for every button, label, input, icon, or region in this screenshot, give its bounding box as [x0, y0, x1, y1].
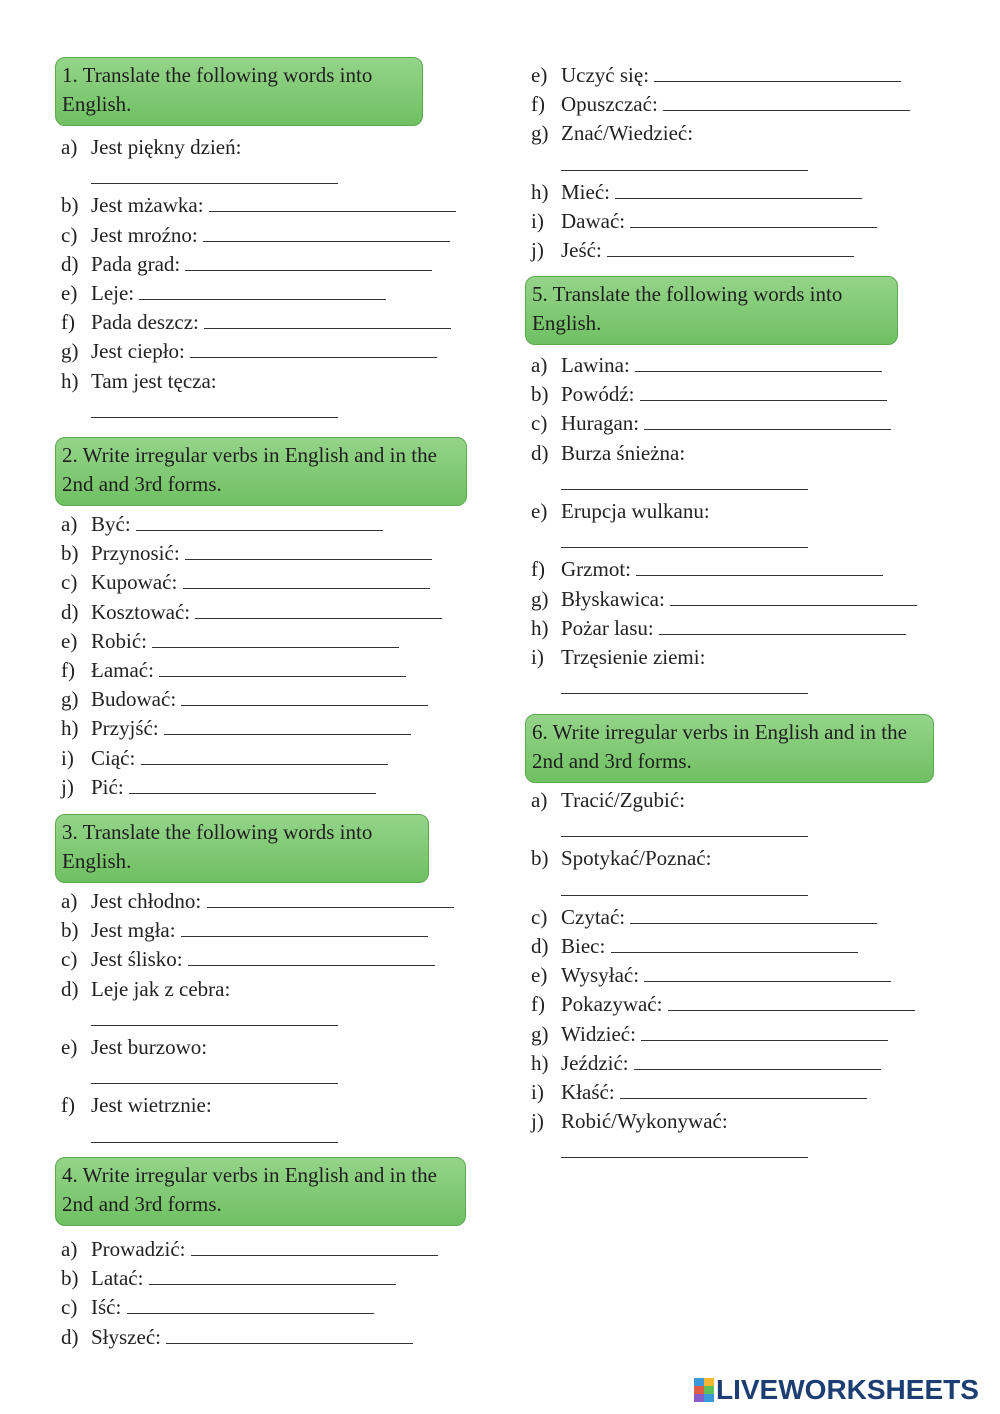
item-letter: b): [61, 193, 79, 218]
exercise-item: [531, 961, 891, 990]
exercise-item: [531, 497, 710, 526]
exercise-item: [61, 773, 376, 802]
item-letter: h): [61, 716, 79, 741]
item-prompt: Huragan:: [561, 411, 640, 436]
answer-blank[interactable]: [188, 945, 435, 966]
answer-blank[interactable]: [181, 685, 428, 706]
item-prompt: Leje jak z cebra:: [91, 976, 231, 1001]
item-letter: c): [61, 222, 78, 247]
item-prompt: Budować:: [91, 687, 177, 712]
item-prompt: Robić:: [91, 628, 147, 653]
item-prompt: Jest burzowo:: [91, 1035, 208, 1059]
answer-blank[interactable]: [630, 903, 877, 924]
item-letter: j): [531, 238, 544, 263]
answer-blank[interactable]: [141, 744, 388, 765]
exercise-item: [61, 1091, 212, 1120]
answer-blank[interactable]: [561, 150, 808, 171]
item-letter: b): [61, 541, 79, 566]
item-prompt: Kosztować:: [91, 599, 191, 624]
exercise-item: [531, 1020, 888, 1049]
item-letter: a): [531, 788, 548, 812]
item-letter: e): [531, 63, 548, 87]
item-letter: j): [531, 1109, 544, 1134]
exercise-item: [531, 990, 915, 1019]
item-letter: e): [61, 628, 78, 653]
answer-blank[interactable]: [91, 163, 338, 184]
answer-blank[interactable]: [620, 1078, 867, 1099]
exercise-item: [531, 351, 882, 380]
answer-blank[interactable]: [191, 1235, 438, 1256]
exercise-item: [61, 221, 450, 250]
exercise-item: [61, 308, 451, 337]
item-prompt: Jest wietrznie:: [91, 1093, 212, 1118]
exercise-item: [61, 510, 383, 539]
item-letter: b): [531, 846, 549, 871]
exercise-item: [61, 887, 454, 916]
answer-blank[interactable]: [91, 1063, 338, 1084]
item-prompt: Pada deszcz:: [91, 310, 199, 335]
exercise-item: [61, 1323, 413, 1352]
answer-blank[interactable]: [159, 656, 406, 677]
item-letter: f): [531, 92, 545, 117]
item-letter: b): [531, 382, 549, 407]
exercise-item: [531, 844, 711, 873]
item-letter: c): [61, 1295, 78, 1320]
exercise-item: [531, 786, 685, 815]
answer-blank[interactable]: [164, 714, 411, 735]
item-letter: c): [531, 904, 548, 929]
item-prompt: Mieć:: [561, 179, 610, 204]
exercise-item: [531, 903, 877, 932]
exercise-item: [531, 119, 693, 148]
item-prompt: Leje:: [91, 281, 135, 305]
exercise-item: [61, 279, 386, 308]
item-prompt: Dawać:: [561, 209, 626, 233]
answer-blank[interactable]: [185, 250, 432, 271]
exercise-item: [531, 90, 910, 119]
item-letter: d): [531, 934, 549, 958]
item-prompt: Czytać:: [561, 904, 626, 929]
exercise-item: [61, 744, 388, 773]
answer-blank[interactable]: [663, 90, 910, 111]
item-prompt: Prowadzić:: [91, 1237, 186, 1261]
exercise-item: [61, 1293, 374, 1322]
section-heading: 3. Translate the following words into English.: [55, 814, 429, 883]
item-letter: g): [531, 121, 549, 146]
item-letter: e): [531, 499, 548, 523]
item-letter: h): [531, 615, 549, 640]
item-prompt: Znać/Wiedzieć:: [561, 121, 694, 146]
item-letter: i): [531, 209, 544, 233]
answer-blank[interactable]: [139, 279, 386, 300]
answer-blank[interactable]: [561, 1137, 808, 1158]
item-prompt: Pada grad:: [91, 251, 181, 276]
item-prompt: Grzmot:: [561, 557, 631, 582]
item-prompt: Pokazywać:: [561, 992, 663, 1017]
item-letter: j): [61, 774, 74, 799]
answer-blank[interactable]: [607, 236, 854, 257]
answer-blank[interactable]: [203, 221, 450, 242]
item-letter: g): [531, 586, 549, 611]
item-prompt: Biec:: [561, 934, 606, 958]
answer-blank[interactable]: [561, 673, 808, 694]
exercise-item: [61, 598, 442, 627]
answer-blank[interactable]: [561, 875, 808, 896]
item-prompt: Burza śnieżna:: [561, 440, 686, 465]
item-prompt: Jeść:: [561, 238, 602, 263]
item-prompt: Kupować:: [91, 570, 178, 595]
item-letter: d): [61, 1324, 79, 1349]
answer-blank[interactable]: [634, 1049, 881, 1070]
section-heading: 4. Write irregular verbs in English and in the 2nd and 3rd forms.: [55, 1157, 466, 1226]
exercise-item: [61, 250, 432, 279]
item-prompt: Pić:: [91, 774, 124, 799]
item-letter: i): [531, 1080, 544, 1104]
item-letter: a): [61, 889, 78, 913]
item-prompt: Uczyć się:: [561, 63, 650, 87]
item-prompt: Słyszeć:: [91, 1324, 161, 1349]
answer-blank[interactable]: [659, 614, 906, 635]
item-letter: d): [61, 251, 79, 276]
exercise-item: [61, 714, 411, 743]
answer-blank[interactable]: [641, 1020, 888, 1041]
answer-blank[interactable]: [149, 1264, 396, 1285]
answer-blank[interactable]: [190, 337, 437, 358]
answer-blank[interactable]: [636, 555, 883, 576]
item-prompt: Robić/Wykonywać:: [561, 1109, 728, 1134]
exercise-item: [61, 685, 428, 714]
item-letter: f): [61, 310, 75, 335]
item-letter: a): [61, 512, 78, 536]
item-prompt: Jest mgła:: [91, 918, 176, 943]
exercise-item: [61, 627, 399, 656]
exercise-item: [531, 1078, 867, 1107]
answer-blank[interactable]: [630, 207, 877, 228]
item-prompt: Jest mżawka:: [91, 193, 204, 218]
item-letter: a): [531, 353, 548, 377]
item-letter: f): [61, 658, 75, 682]
item-prompt: Latać:: [91, 1266, 144, 1291]
item-letter: c): [61, 570, 78, 595]
item-letter: f): [531, 557, 545, 582]
answer-blank[interactable]: [166, 1323, 413, 1344]
liveworksheets-logo-icon: [694, 1378, 714, 1402]
answer-blank[interactable]: [654, 61, 901, 82]
item-prompt: Pożar lasu:: [561, 615, 654, 640]
item-prompt: Tam jest tęcza:: [91, 368, 217, 393]
exercise-item: [531, 1049, 881, 1078]
answer-blank[interactable]: [611, 932, 858, 953]
item-prompt: Erupcja wulkanu:: [561, 499, 710, 523]
exercise-item: [531, 409, 891, 438]
exercise-item: [531, 585, 917, 614]
exercise-item: [61, 656, 406, 685]
answer-blank[interactable]: [640, 380, 887, 401]
item-letter: f): [61, 1093, 75, 1118]
item-letter: h): [531, 1050, 549, 1075]
exercise-item: [61, 916, 428, 945]
answer-blank[interactable]: [91, 397, 338, 418]
exercise-item: [61, 1264, 396, 1293]
item-prompt: Powódź:: [561, 382, 635, 407]
answer-blank[interactable]: [635, 351, 882, 372]
item-letter: g): [61, 687, 79, 712]
item-prompt: Jest ślisko:: [91, 947, 183, 972]
item-prompt: Opuszczać:: [561, 92, 658, 117]
item-prompt: Widzieć:: [561, 1021, 636, 1046]
item-letter: i): [531, 645, 544, 669]
item-letter: f): [531, 992, 545, 1017]
exercise-item: [531, 1107, 728, 1136]
item-letter: a): [61, 135, 78, 159]
item-letter: c): [61, 947, 78, 972]
section-heading: 1. Translate the following words into English.: [55, 57, 423, 126]
answer-blank[interactable]: [209, 191, 456, 212]
exercise-item: [61, 367, 217, 396]
exercise-item: [531, 614, 906, 643]
exercise-item: [61, 568, 430, 597]
exercise-item: [61, 539, 432, 568]
exercise-item: [531, 643, 705, 672]
section-heading: 6. Write irregular verbs in English and in the 2nd and 3rd forms.: [525, 714, 934, 783]
item-letter: e): [61, 1035, 78, 1059]
item-prompt: Jest ciepło:: [91, 339, 185, 364]
answer-blank[interactable]: [207, 887, 454, 908]
item-letter: a): [61, 1237, 78, 1261]
item-letter: d): [531, 440, 549, 465]
item-prompt: Przyjść:: [91, 716, 159, 741]
exercise-item: [531, 61, 901, 90]
item-letter: h): [61, 368, 79, 393]
item-letter: e): [531, 963, 548, 988]
item-prompt: Trzęsienie ziemi:: [561, 645, 706, 669]
item-letter: g): [61, 339, 79, 364]
exercise-item: [61, 191, 456, 220]
item-letter: h): [531, 179, 549, 204]
exercise-item: [61, 133, 241, 162]
item-letter: b): [61, 1266, 79, 1291]
answer-blank[interactable]: [668, 990, 915, 1011]
item-prompt: Lawina:: [561, 353, 630, 377]
item-prompt: Jest mroźno:: [91, 222, 198, 247]
item-prompt: Przynosić:: [91, 541, 180, 566]
answer-blank[interactable]: [91, 1005, 338, 1026]
item-prompt: Wysyłać:: [561, 963, 640, 988]
section-heading: 5. Translate the following words into English.: [525, 276, 898, 345]
exercise-item: [531, 178, 862, 207]
liveworksheets-logo: [694, 1375, 979, 1405]
item-letter: e): [61, 281, 78, 305]
item-letter: g): [531, 1021, 549, 1046]
answer-blank[interactable]: [127, 1293, 374, 1314]
item-prompt: Błyskawica:: [561, 586, 665, 611]
item-letter: d): [61, 599, 79, 624]
answer-blank[interactable]: [644, 961, 891, 982]
item-letter: b): [61, 918, 79, 943]
exercise-item: [531, 380, 887, 409]
exercise-item: [61, 975, 230, 1004]
item-letter: d): [61, 976, 79, 1001]
exercise-item: [61, 1033, 207, 1062]
section-heading: 2. Write irregular verbs in English and in the 2nd and 3rd forms.: [55, 437, 467, 506]
item-prompt: Być:: [91, 512, 131, 536]
exercise-item: [61, 337, 437, 366]
answer-blank[interactable]: [136, 510, 383, 531]
answer-blank[interactable]: [561, 816, 808, 837]
answer-blank[interactable]: [129, 773, 376, 794]
answer-blank[interactable]: [152, 627, 399, 648]
exercise-item: [61, 1235, 438, 1264]
item-prompt: Kłaść:: [561, 1080, 615, 1104]
item-prompt: Jeździć:: [561, 1050, 629, 1075]
item-prompt: Jest piękny dzień:: [91, 135, 242, 159]
exercise-item: [61, 945, 435, 974]
answer-blank[interactable]: [644, 409, 891, 430]
answer-blank[interactable]: [183, 568, 430, 589]
item-letter: c): [531, 411, 548, 436]
answer-blank[interactable]: [195, 598, 442, 619]
item-prompt: Ciąć:: [91, 745, 136, 770]
liveworksheets-logo-text: LIVEWORKSHEETS: [716, 1374, 979, 1405]
exercise-item: [531, 439, 685, 468]
answer-blank[interactable]: [670, 585, 917, 606]
item-prompt: Spotykać/Poznać:: [561, 846, 712, 871]
answer-blank[interactable]: [561, 527, 808, 548]
answer-blank[interactable]: [615, 178, 862, 199]
item-letter: i): [61, 745, 74, 770]
exercise-item: [531, 555, 883, 584]
answer-blank[interactable]: [91, 1122, 338, 1143]
exercise-item: [531, 236, 854, 265]
answer-blank[interactable]: [561, 469, 808, 490]
answer-blank[interactable]: [204, 308, 451, 329]
item-prompt: Iść:: [91, 1295, 122, 1320]
item-prompt: Jest chłodno:: [91, 889, 202, 913]
answer-blank[interactable]: [185, 539, 432, 560]
exercise-item: [531, 207, 877, 236]
item-prompt: Łamać:: [91, 658, 154, 682]
item-prompt: Tracić/Zgubić:: [561, 788, 686, 812]
exercise-item: [531, 932, 858, 961]
answer-blank[interactable]: [181, 916, 428, 937]
